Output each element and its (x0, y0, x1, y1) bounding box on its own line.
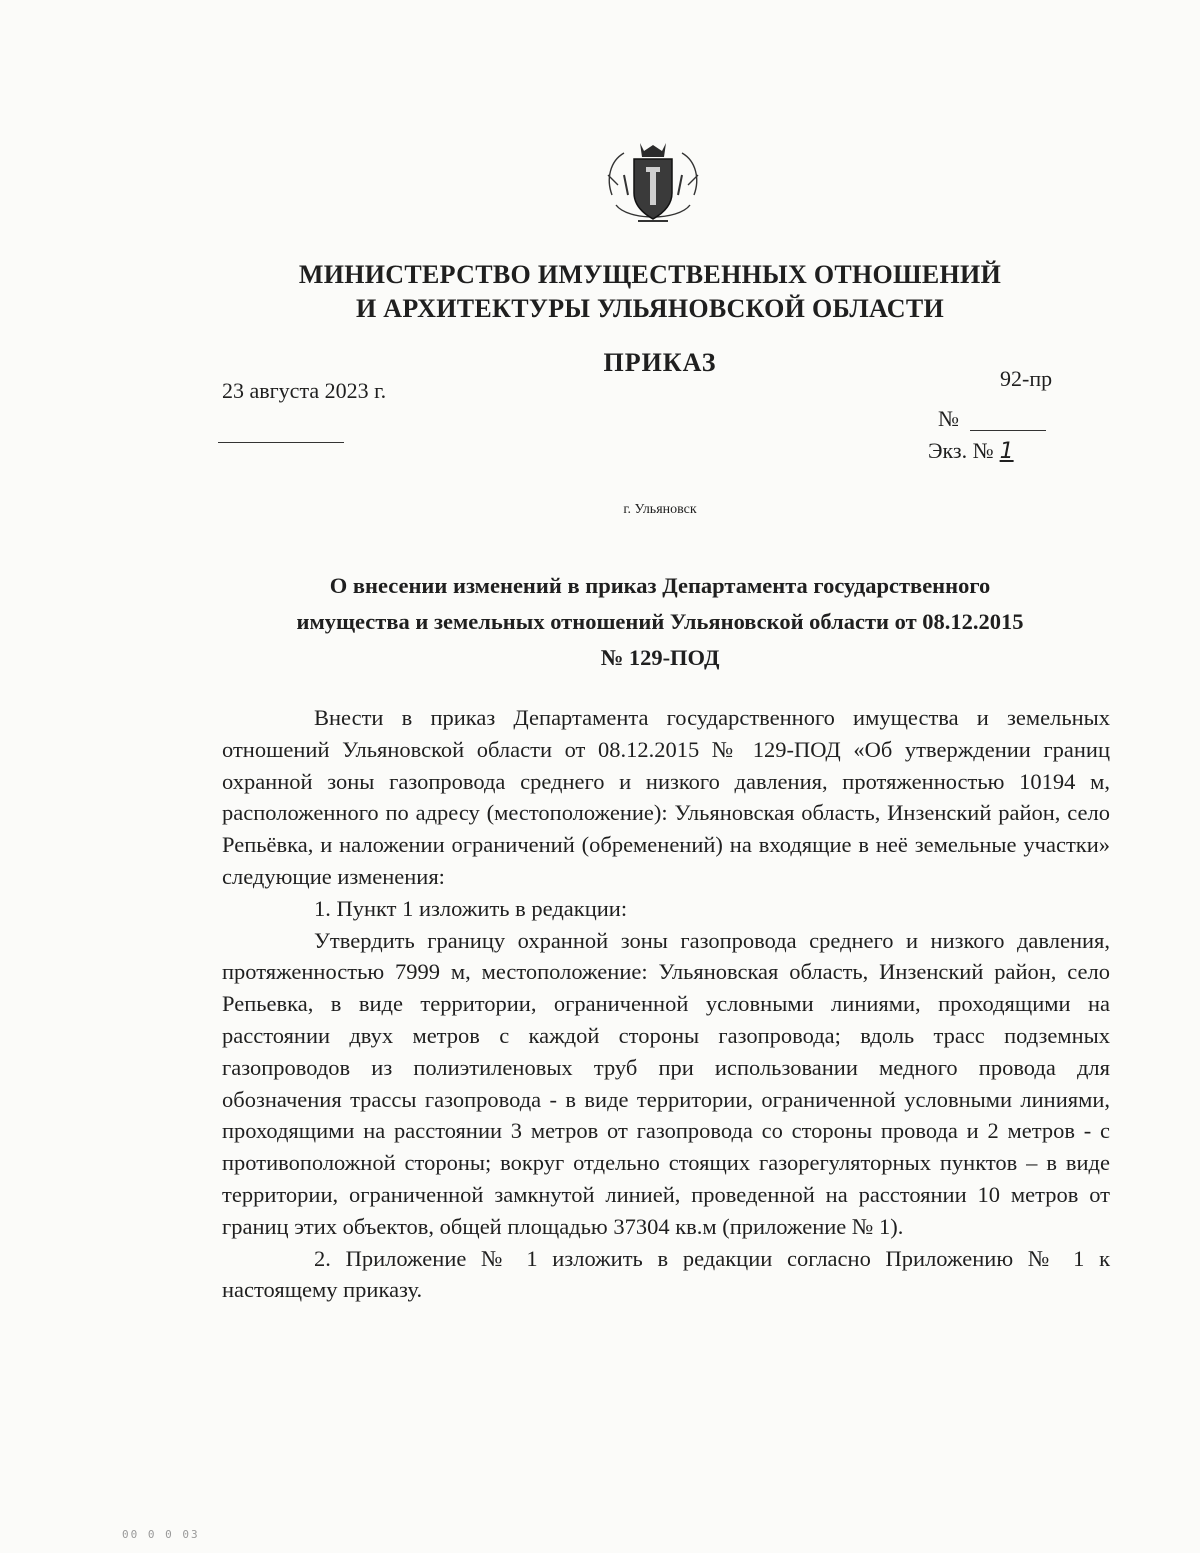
copy-number-field (928, 438, 1014, 464)
copy-label: Экз. № (928, 438, 994, 463)
city-name: г. Ульяновск (623, 502, 697, 517)
body-paragraph-item1: 1. Пункт 1 изложить в редакции: (314, 895, 628, 921)
order-subject (200, 568, 1120, 676)
copy-number-handwritten: 1 (999, 439, 1014, 464)
subject-line2: имущества и земельных отношений Ульяновской области от 08.12.2015 (296, 609, 1024, 634)
order-date: 23 августа 2023 г. (222, 378, 387, 403)
ministry-name-line2: И АРХИТЕКТУРЫ УЛЬЯНОВСКОЙ ОБЛАСТИ (355, 294, 945, 323)
body-paragraph-item1-text: Утвердить границу охранной зоны газопровода среднего и низкого давления, протяженностью 7999 м, местоположение: Ульяновская область, Инзенский район, село Репьевка, в виде территории, ограниченной условными линиями, проходящими на расстоянии двух метров с каждой стороны газопровода; вдоль трасс подземных газопроводов из полиэтиленовых труб при использовании медного провода для обозначения трассы газопровода - в виде территории, ограниченной условными линиями, проходящими на расстоянии 3 метров от газопровода со стороны провода и 2 метров - с противоположной стороны; вокруг отдельно стоящих газорегуляторных пунктов – в виде территории, ограниченной замкнутой линией, проведенной на расстоянии 10 метров от границ этих объектов, общей площадью 37304 кв.м (приложение № 1). (222, 927, 1110, 1239)
number-label: № (938, 406, 959, 431)
date-underline (218, 442, 344, 443)
coat-of-arms-emblem (598, 135, 708, 235)
document-type-title: ПРИКАЗ (603, 348, 717, 377)
number-underline (970, 430, 1046, 431)
ministry-name-line1: МИНИСТЕРСТВО ИМУЩЕСТВЕННЫХ ОТНОШЕНИЙ (298, 260, 1002, 289)
subject-line3: № 129-ПОД (600, 645, 720, 670)
order-number: 92-пр (1000, 366, 1053, 391)
footer-code: 00 0 0 03 (122, 1528, 200, 1541)
body-paragraph-item2: 2. Приложение № 1 изложить в редакции согласно Приложению № 1 к настоящему приказу. (222, 1245, 1110, 1303)
ministry-name (200, 258, 1100, 326)
body-paragraph-intro: Внести в приказ Департамента государственного имущества и земельных отношений Ульяновской области от 08.12.2015 № 129-ПОД «Об утверждении границ охранной зоны газопровода среднего и низкого давления, протяженностью 10194 м, расположенного по адресу (местоположение): Ульяновская область, Инзенский район, село Репьёвка, и наложении ограничений (обременений) на входящие в неё земельные участки» следующие изменения: (222, 705, 1110, 889)
order-body (222, 702, 1110, 1306)
subject-line1: О внесении изменений в приказ Департамента государственного (329, 573, 991, 598)
